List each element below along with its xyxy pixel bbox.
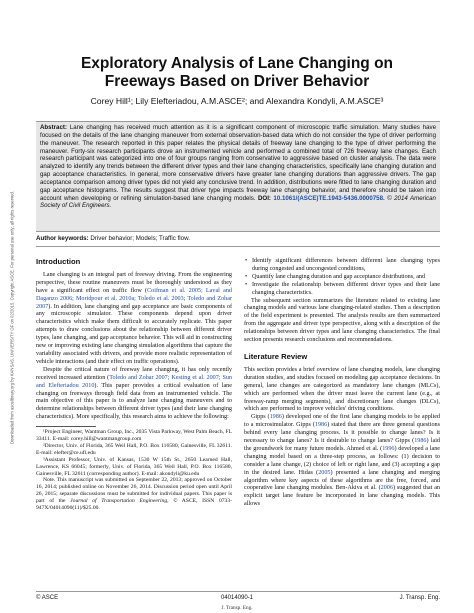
download-notice-sidebar <box>2 120 14 520</box>
note-journal: Journal of Transportation Engineering <box>70 498 168 505</box>
lit-p2-text: ) stated that there are three general questions behind every lane changing process. Is it possible to change lanes? Is it necessary to change lanes? Is it desirable to change lanes? Gipps ( <box>244 422 440 445</box>
bottom-journal-label: J. Transp. Eng. <box>221 605 253 611</box>
right-column <box>244 258 440 509</box>
paper-title-line-2: Freeways Based on Driver Behavior <box>104 73 370 90</box>
citation-link[interactable]: 2006 <box>380 485 393 492</box>
intro-p2-text-b: ). This paper provides a critical evaluation of lane changing on freeways through field data from an instrumented vehicle. The main objective of this paper is to analyze lane changing maneuvers and to determine relationships between different driver types (and their lane changing characteristics). More specifically, this research aims to achieve the following: <box>36 382 232 421</box>
intro-p1-citations[interactable]: Coifman et al. 2005; Laval and Daganzo 2006; Moridpour et al. 2010a; Toledo et al. 2003; Toledo and Zohar 2007 <box>36 287 232 310</box>
footer-page-number: 04014090-1 <box>220 595 254 601</box>
keywords-label: Author keywords: <box>36 235 89 242</box>
citation-link[interactable]: 1986 <box>314 422 328 429</box>
objective-item: • Investigate the relationship between different driver types and their lane changing characteristics. <box>244 282 440 298</box>
literature-paragraph-1: This section provides a brief overview of lane changing models, lane changing duration studies, and studies focused on modeling gap acceptance decisions. In general, lane changes are categorized as mandatory lane changes (MLCs), which are performed when the driver must leave the current lane (e.g., at freeway-ramp merging segments), and discretionary lane changes (DLCs), which are performed to improve vehicles' driving conditions. <box>244 366 440 413</box>
footnote-1: ¹Project Engineer, Wantman Group, Inc., 2035 Vista Parkway, West Palm Beach, FL 33411. E-mail: corey.hill@wantmangroup.com <box>36 429 232 443</box>
left-column <box>36 258 232 512</box>
literature-paragraph-2 <box>244 414 440 509</box>
intro-p1-text-a: Lane changing is an integral part of freeway driving. From the engineering perspective, these routine maneuvers must be thoroughly understood as they have a significant effect on traffic flow ( <box>36 271 232 294</box>
abstract-text: Lane changing has received much attention as it is a significant component of microscopic traffic simulation. Many studies have focused on the details of the lane changing maneuver from external observation-based data which do not consider the type of driver performing the maneuver. The research reported in this paper relates the physical details of freeway lane changing to the type of driver performing the maneuver. Forty-six research participants drove an instrumented vehicle and performed a combined total of 726 freeway lane changes. Each research participant was categorized into one of four groups ranging from conservative to aggressive based on cluster analysis. The data were analyzed to identify any trends between the different driver types and their lane changing characteristics, specifically lane changing duration and gap acceptance characteristics. In general, more conservative drivers have greater lane changing durations than aggressive drivers. The gap acceptance comparison among driver types did not yield any conclusive trend. In addition, distributions were fitted to lane changing duration and gap acceptance histograms. The results suggest that driver type impacts freeway lane changing behavior, and therefore should be taken into account when developing or refining simulation-based lane changing models. <box>40 124 436 202</box>
objective-item: • Quantify lane changing duration and gap acceptance distributions, and <box>244 274 440 282</box>
lit-p2-text: ) presented a lane changing and merging algorithm where key aspects of these algorithms are the free, forced, and cooperative lane changing modules. Ben-Akiva et al. ( <box>244 469 440 492</box>
doi-link[interactable]: 10.1061/(ASCE)TE.1943-5436.0000758. <box>273 194 385 202</box>
footer-journal: J. Transp. Eng. <box>399 595 440 601</box>
footnote-3: ³Assistant Professor, Univ. of Kansas, 1530 W 15th St., 2650 Learned Hall, Lawrence, KS 66045; formerly, Univ. of Florida, 365 Weil Hall, P.O. Box 116580, Gainesville, FL 32611 (corresponding author). E-mail: akondyli@ku.edu <box>36 456 232 477</box>
introduction-heading: Introduction <box>36 257 81 266</box>
manuscript-note <box>36 477 232 512</box>
doi-label: DOI: <box>258 194 271 202</box>
intro-paragraph-3: The subsequent section summarizes the literature related to existing lane changing models and various lane changing-related studies. Then a description of the field experiment is presented. The analysis results are then summarized from the aggregate and driver type perspective, along with a description of the relationships between driver types and lane changing characteristics. The final section presents research conclusions and recommendations. <box>244 297 440 344</box>
intro-p2-citations[interactable]: Toledo and Zohar 2007; Kesting et al. 2007; Sun and Elefteriadou 2010 <box>36 374 232 389</box>
note-text-b: , © ASCE, ISSN 0733-947X/04014090(11)/$25.00. <box>36 498 232 512</box>
objectives-list <box>244 258 440 298</box>
intro-paragraph-2 <box>36 367 232 422</box>
footer-publisher: © ASCE <box>36 595 59 601</box>
lit-p2-text: Gipps ( <box>251 414 270 421</box>
lit-p2-text: ) developed one of the first lane changing models to be applied to a microsimulator. Gipps ( <box>244 414 440 429</box>
intro-paragraph-1 <box>36 272 232 367</box>
intro-p2-text-a: Despite the critical nature of freeway lane changing, it has only recently received increased attention ( <box>36 366 232 381</box>
citation-link[interactable]: 1986 <box>269 414 282 421</box>
literature-review-heading: Literature Review <box>244 351 308 361</box>
lit-p2-text: ) laid the groundwork for many future models. Ahmed et al. ( <box>244 438 440 452</box>
paper-title-line-1: Exploratory Analysis of Lane Changing on <box>80 55 394 72</box>
citation-link[interactable]: 1996 <box>382 445 395 452</box>
abstract-paragraph <box>40 124 436 210</box>
keywords-divider <box>36 246 440 247</box>
abstract-box <box>36 121 440 232</box>
citation-link[interactable]: 1986 <box>414 438 427 445</box>
footer-divider <box>36 591 440 592</box>
abstract-label: Abstract: <box>40 124 67 131</box>
citation-link[interactable]: 2005 <box>318 469 331 476</box>
note-text-a: Note. This manuscript was submitted on September 22, 2013; approved on October 16, 2014; published online on November 26, 2014. Discussion period open until April 26, 2015; separate discussions must be submitted for individual papers. This paper is part of the <box>36 477 232 505</box>
footnote-divider <box>36 426 96 427</box>
abstract-copyright: © 2014 American Society of Civil Engineers. <box>40 194 436 210</box>
keywords-text: Driver behavior; Models; Traffic flow. <box>90 235 190 242</box>
footnote-2: ²Director, Univ. of Florida, 365 Weil Hall, P.O. Box 116580, Gainesville, FL 32611. E-mail: elefter@ce.ufl.edu <box>36 442 232 456</box>
author-list: Corey Hill¹; Lily Elefteriadou, A.M.ASCE²; and Alexandra Kondyli, A.M.ASCE³ <box>90 96 384 106</box>
intro-p1-text-b: ). In addition, lane changing and gap acceptance are basic components of any microscopic simulator. These components depend upon driver characteristics which make them difficult to accurately replicate. This paper attempts to draw conclusions about the relationship between different driver types, lane changing, and gap acceptance behavior. This will aid in constructing new or improving existing lane changing simulation algorithms that capture the variability associated with drivers, and provide more realistic representation of vehicle interactions (and their effect on traffic operations). <box>36 303 232 365</box>
author-keywords <box>36 235 440 242</box>
lit-p2-text: ) developed a lane changing model based on a three-step process, as follows: (1) decision to consider a lane change, (2) choice of left or right lane, and (3) accepting a gap in the desired lane. Hidas ( <box>244 445 440 476</box>
lit-p2-text: ) suggested that an explicit target lane feature be incorporated in lane changing models. This allows <box>244 485 441 508</box>
footnotes <box>36 429 232 512</box>
download-notice-text: Downloaded from ascelibrary.org by KANSAS, UNIVERSITY OF on 02/2015. Copyright ASCE. For personal use only; all rights reserved. <box>9 190 15 445</box>
objective-item: • Identify significant differences between different lane changing types during congested and uncongested conditions, <box>244 258 440 274</box>
